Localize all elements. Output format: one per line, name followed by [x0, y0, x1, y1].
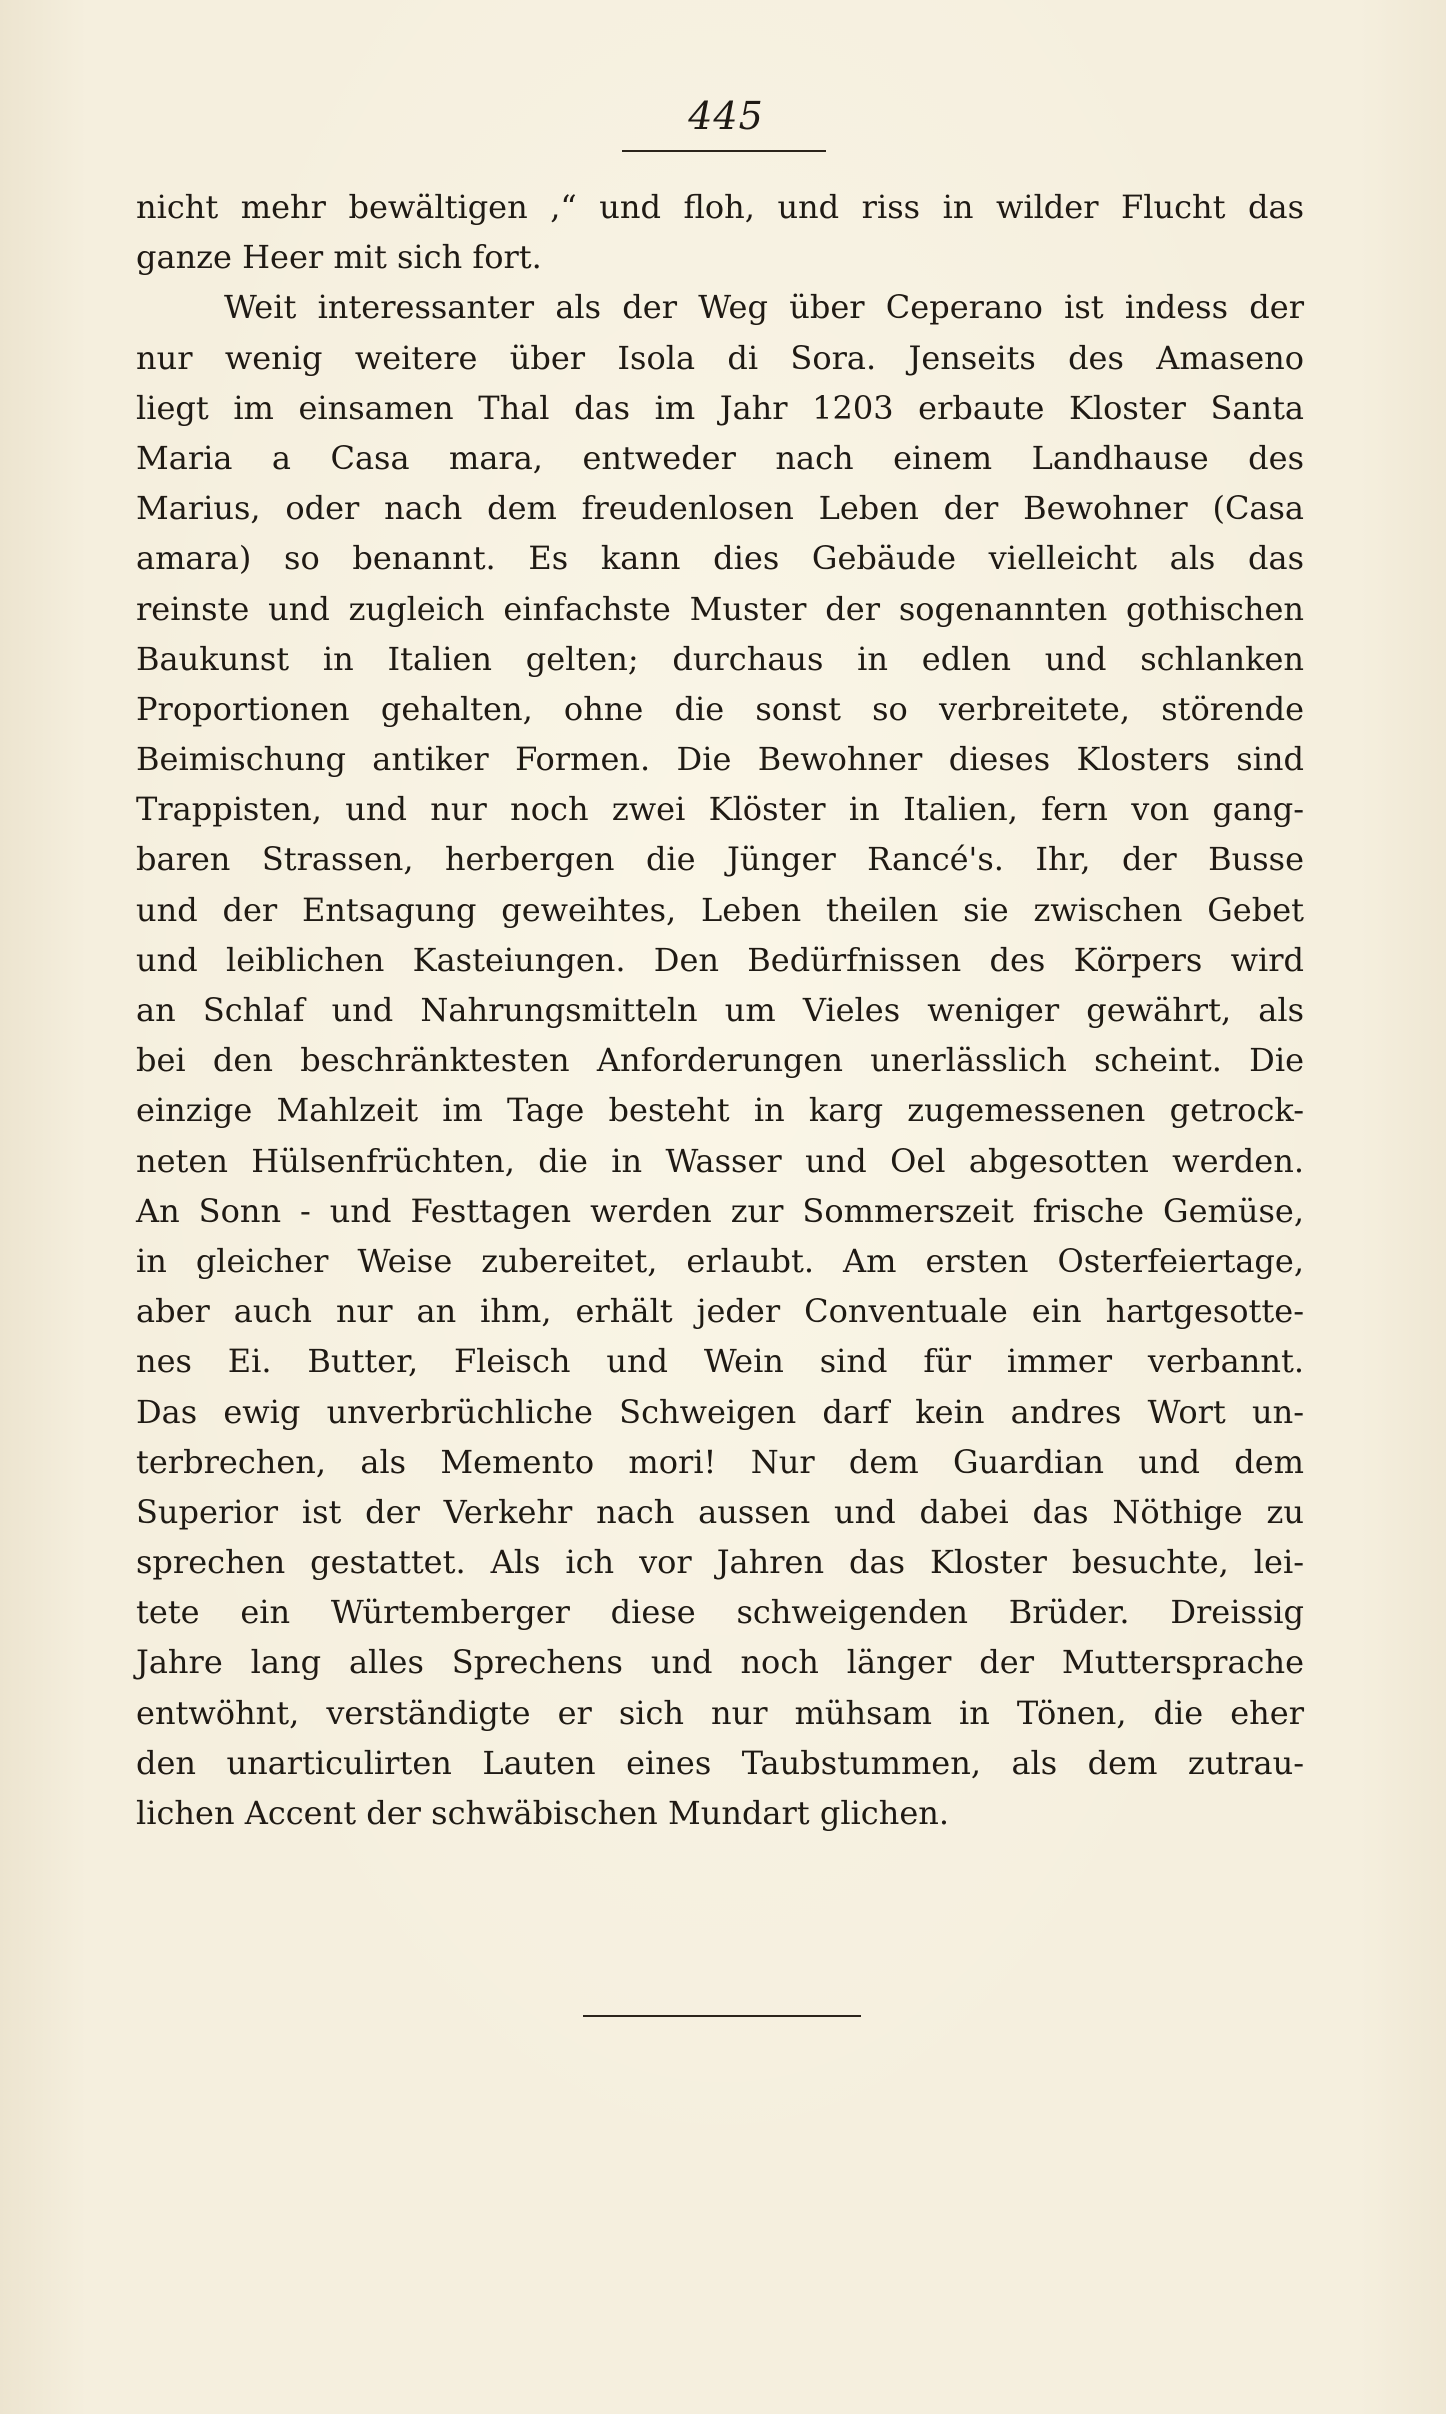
text-line: aber auch nur an ihm, erhält jeder Conventuale ein hartgesotte-: [136, 1292, 1304, 1331]
text-line: Marius, oder nach dem freudenlosen Leben der Bewohner (Casa: [136, 489, 1304, 528]
text-line: ganze Heer mit sich fort.: [136, 238, 542, 277]
text-line: entwöhnt, verständigte er sich nur mühsam in Tönen, die eher: [136, 1693, 1304, 1732]
text-line: Das ewig unverbrüchliche Schweigen darf kein andres Wort un-: [136, 1392, 1304, 1431]
text-line: Jahre lang alles Sprechens und noch länger der Muttersprache: [136, 1643, 1304, 1682]
text-line: und der Entsagung geweihtes, Leben theilen sie zwischen Gebet: [136, 890, 1304, 929]
text-line: Weit interessanter als der Weg über Ceperano ist indess der: [224, 288, 1304, 327]
text-line: baren Strassen, herbergen die Jünger Rancé's. Ihr, der Busse: [136, 840, 1304, 879]
text-line: terbrechen, als Memento mori! Nur dem Guardian und dem: [136, 1442, 1304, 1481]
text-line: reinste und zugleich einfachste Muster der sogenannten gothischen: [136, 589, 1304, 628]
text-line: den unarticulirten Lauten eines Taubstummen, als dem zutrau-: [136, 1743, 1304, 1782]
text-line: lichen Accent der schwäbischen Mundart glichen.: [136, 1794, 950, 1832]
text-line: Trappisten, und nur noch zwei Klöster in Italien, fern von gang-: [136, 790, 1304, 829]
body-text: [136, 182, 1304, 1838]
text-line: Superior ist der Verkehr nach aussen und dabei das Nöthige zu: [136, 1492, 1304, 1531]
text-line: sprechen gestattet. Als ich vor Jahren das Kloster besuchte, lei-: [136, 1543, 1304, 1582]
text-line: an Schlaf und Nahrungsmitteln um Vieles weniger gewährt, als: [136, 991, 1304, 1029]
text-line: in gleicher Weise zubereitet, erlaubt. Am ersten Osterfeiertage,: [136, 1241, 1304, 1280]
text-line: nur wenig weitere über Isola di Sora. Jenseits des Amaseno: [136, 338, 1304, 377]
header-rule: [622, 150, 826, 152]
text-line: neten Hülsenfrüchten, die in Wasser und Oel abgesotten werden.: [136, 1141, 1304, 1180]
page-number: 445: [688, 94, 764, 138]
text-line: liegt im einsamen Thal das im Jahr 1203 erbaute Kloster Santa: [136, 388, 1304, 427]
text-line: tete ein Würtemberger diese schweigenden Brüder. Dreissig: [136, 1593, 1304, 1632]
text-line: bei den beschränktesten Anforderungen unerlässlich scheint. Die: [136, 1041, 1304, 1080]
text-line: Maria a Casa mara, entweder nach einem Landhause des: [136, 438, 1304, 477]
text-line: Beimischung antiker Formen. Die Bewohner dieses Klosters sind: [136, 740, 1304, 779]
footer-rule: [583, 2015, 861, 2017]
text-line: Baukunst in Italien gelten; durchaus in edlen und schlanken: [136, 639, 1304, 678]
text-line: amara) so benannt. Es kann dies Gebäude vielleicht als das: [136, 539, 1304, 578]
text-line: nes Ei. Butter, Fleisch und Wein sind für immer verbannt.: [136, 1342, 1304, 1381]
text-line: einzige Mahlzeit im Tage besteht in karg zugemessenen getrock-: [136, 1091, 1304, 1130]
text-line: nicht mehr bewältigen ,“ und floh, und riss in wilder Flucht das: [136, 188, 1304, 226]
text-line: An Sonn - und Festtagen werden zur Sommerszeit frische Gemüse,: [136, 1191, 1304, 1230]
text-line: und leiblichen Kasteiungen. Den Bedürfnissen des Körpers wird: [136, 940, 1304, 979]
text-line: Proportionen gehalten, ohne die sonst so verbreitete, störende: [136, 689, 1304, 728]
